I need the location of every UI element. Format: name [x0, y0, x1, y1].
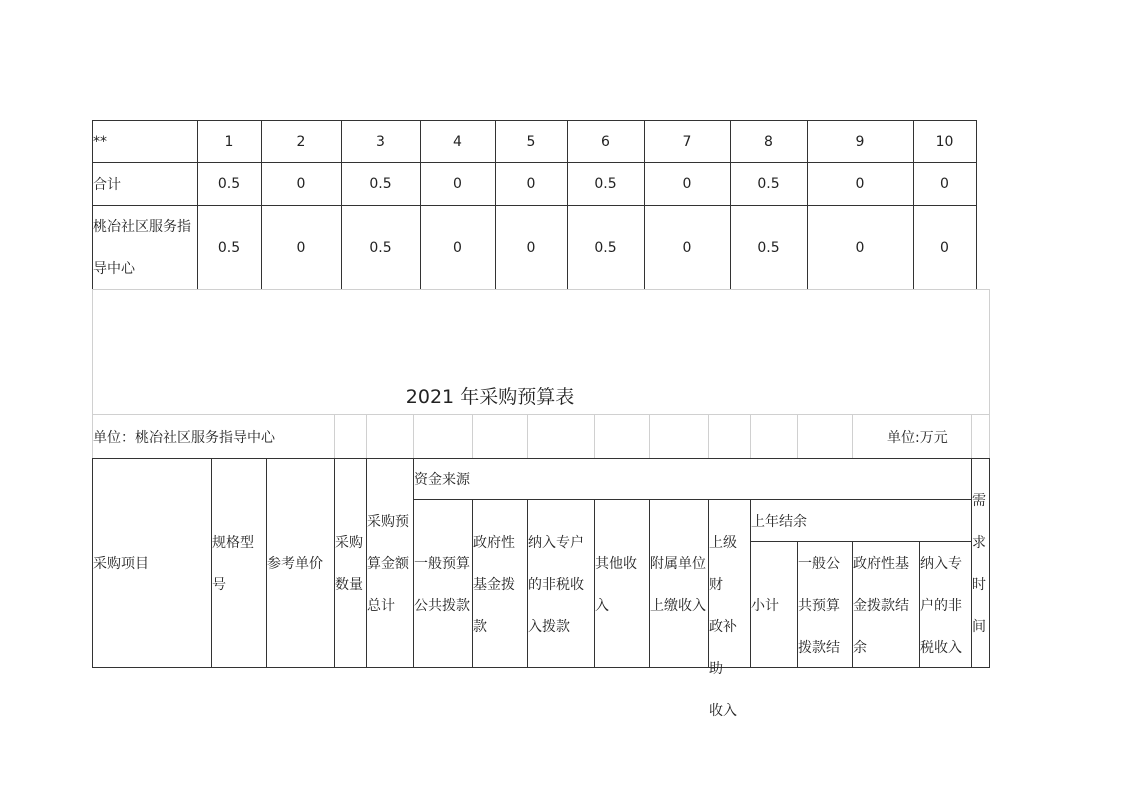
- header-reference-price: 参考单价: [267, 556, 323, 572]
- table-cell: 0: [682, 176, 692, 192]
- header-spec-model: 规格型 号: [212, 535, 254, 593]
- header-affiliated-income: 附属单位 上缴收入: [650, 556, 706, 614]
- table-cell: 0.5: [757, 176, 780, 192]
- column-header: 9: [855, 133, 865, 150]
- header-fund-source: 资金来源: [414, 472, 470, 488]
- table-cell: 0: [940, 239, 949, 256]
- table-cell: 0.5: [369, 239, 392, 256]
- table-cell: 0.5: [757, 239, 780, 256]
- column-header: 10: [935, 133, 954, 150]
- header-general-budget: 一般预算 公共拨款: [414, 556, 470, 614]
- row-label-unit: 桃冶社区服务指 导中心: [93, 219, 191, 277]
- page-title: 2021 年采购预算表: [405, 385, 575, 408]
- header-subtotal: 小计: [751, 597, 779, 614]
- header-superior-subsidy: 上级财 政补助 收入: [709, 535, 737, 719]
- column-header: 2: [296, 133, 306, 150]
- header-purchase-item: 采购项目: [93, 556, 149, 572]
- header-other-income: 其他收 入: [595, 556, 637, 614]
- table-cell: 0: [296, 239, 306, 256]
- table-cell: 0: [855, 176, 865, 192]
- table-cell: 0: [526, 239, 536, 256]
- table-cell: 0: [453, 176, 462, 192]
- table-cell: 0.5: [369, 176, 392, 192]
- table-cell: 0.5: [217, 176, 241, 192]
- table-header-label: **: [93, 133, 107, 150]
- header-last-year-balance: 上年结余: [751, 513, 807, 530]
- column-header: 8: [764, 133, 773, 150]
- table-cell: 0.5: [594, 176, 617, 192]
- table-cell: 0: [453, 239, 462, 256]
- header-budget-total: 采购预 算金额 总计: [367, 514, 409, 614]
- header-ly-special-nontax: 纳入专 户的非 税收入: [920, 556, 962, 656]
- row-label-total: 合计: [93, 177, 121, 193]
- table-cell: 0.5: [217, 239, 241, 256]
- column-header: 6: [601, 133, 610, 150]
- unit-label: 单位：桃冶社区服务指导中心: [93, 430, 275, 446]
- table-cell: 0: [526, 176, 536, 192]
- table-cell: 0: [296, 176, 306, 192]
- header-ly-general-budget: 一般公 共预算 拨款结: [798, 556, 840, 656]
- column-header: 5: [526, 133, 536, 150]
- header-ly-gov-fund: 政府性基 金拨款结 余: [853, 556, 909, 656]
- table-cell: 0: [682, 239, 692, 256]
- header-special-nontax: 纳入专户 的非税收 入拨款: [528, 535, 584, 635]
- column-header: 1: [224, 133, 234, 150]
- header-quantity: 采购 数量: [335, 535, 363, 593]
- table-cell: 0: [940, 176, 949, 192]
- column-header: 4: [453, 133, 462, 150]
- column-header: 7: [682, 133, 692, 150]
- column-header: 3: [376, 133, 385, 150]
- currency-unit-label: 单位:万元: [887, 430, 948, 446]
- table-cell: 0: [855, 239, 865, 256]
- table-cell: 0.5: [594, 239, 617, 256]
- header-demand-time: 需 求 时 间: [972, 493, 986, 635]
- header-gov-fund: 政府性 基金拨 款: [473, 535, 515, 635]
